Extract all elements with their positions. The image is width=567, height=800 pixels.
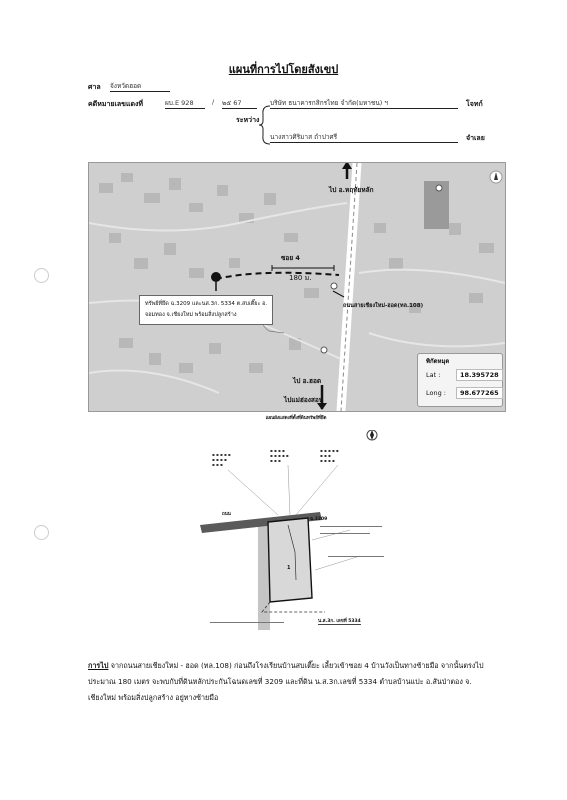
- lat-label: Lat :: [426, 371, 441, 379]
- to-south-label: ไป อ.ฮอด: [293, 377, 322, 385]
- property-line: จอมทอง จ.เชียงใหม่ พร้อมสิ่งปลูกสร้าง: [145, 312, 237, 318]
- deed-number-label: ฉ.3209: [310, 517, 328, 522]
- case-number: ผบ.E 928: [165, 98, 205, 109]
- ns3-label: น.ส.3ก. เลขที่ 5334: [318, 619, 361, 624]
- long-label: Long :: [426, 389, 446, 397]
- parcel-plan: ▪ ▪ ▪ ▪ ▪ ▪ ▪ ▪ ▪ ▪ ▪ ▪ ▪ ▪ ▪ ▪ ▪ ▪ ▪ ▪ ▪ ▪ ▪ ▪ ▪ ▪ ▪ ▪ ▪ ▪ ▪ ▪ ▪ ▪ ▪ ▪ ฉ.3209 ถนน 1 น.ส.3ก. เลขที่ 5334: [200, 430, 390, 645]
- plaintiff-name: บริษัท ธนาคารกสิกรไทย จำกัด(มหาชน) ฯ: [270, 98, 458, 109]
- coords-title: พิกัดหมุด: [426, 358, 450, 365]
- road-label: ถนนสายเชียงใหม่-ฮอด(ทล.108): [343, 303, 424, 309]
- punch-hole: [34, 268, 49, 283]
- coordinates-box: [417, 353, 503, 407]
- distance-label: 180 ม.: [289, 274, 312, 282]
- soi-label: ซอย 4: [281, 254, 300, 262]
- location-map: [88, 162, 506, 412]
- directions-head: การไป: [88, 661, 109, 670]
- defendant-role: จำเลย: [466, 134, 485, 142]
- defendant-name: นางสาวศิริมาส ถำปาศรี: [270, 132, 458, 143]
- long-value: 98.677265: [456, 387, 503, 399]
- property-line: ทรัพย์ที่ยึด ฉ.3209 และนส.3ก. 5334 ต.สบเตี๊ยะ อ.: [145, 301, 268, 307]
- directions-line: เชียงใหม่ พร้อมสิ่งปลูกสร้าง อยู่ทางซ้ายมือ: [88, 693, 219, 702]
- property-callout: [139, 295, 273, 325]
- directions-line: ประมาณ 180 เมตร จะพบกับที่ดินหลักประกันโฉนดเลขที่ 3209 และที่ดิน น.ส.3ก.เลขที่ 5334 ตำบลบ้านแปะ อ.สันป่าตอง จ.: [88, 677, 472, 686]
- parcel-number: 1: [287, 565, 291, 571]
- lat-value: 18.395728: [456, 369, 503, 381]
- plaintiff-role: โจทก์: [466, 100, 483, 108]
- directions-line: จากถนนสายเชียงใหม่ - ฮอด (ทล.108) ก่อนถึงโรงเรียนบ้านสบเตี๊ยะ เลี้ยวเข้าซอย 4 บ้านวังเป็นทางซ้ายมือ จากนั้นตรงไป: [110, 661, 484, 670]
- to-mae-sariang-label: ไปแม่ฮ่องสอน: [284, 396, 324, 404]
- court-label: ศาล: [88, 83, 101, 91]
- case-label: คดีหมายเลขแดงที่: [88, 100, 144, 108]
- directions-text: [88, 658, 508, 706]
- road-plan-label: ถนน: [222, 512, 231, 517]
- plan-header: แผนผังแสดงที่ตั้งที่ดินทรัพย์ที่ยึด: [265, 416, 327, 421]
- to-north-label: ไป อ.หฤทัยหลัก: [329, 186, 374, 194]
- between-label: ระหว่าง: [236, 116, 260, 124]
- court-value: จังหวัดฮอด: [110, 81, 170, 92]
- page-title: แผนที่การไปโดยสังเขป: [228, 63, 339, 76]
- punch-hole: [34, 525, 49, 540]
- case-year: ๒๕ 67: [222, 98, 257, 109]
